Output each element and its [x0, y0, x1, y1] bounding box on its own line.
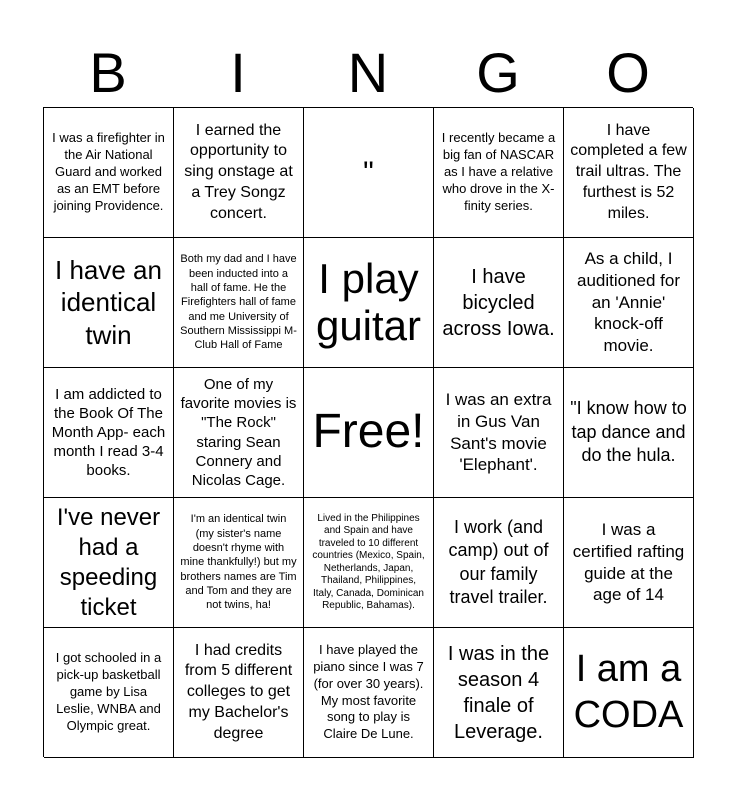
bingo-cell-r5c2[interactable]: I had credits from 5 different colleges to get my Bachelor's degree — [174, 628, 304, 758]
bingo-cell-r4c2[interactable]: I'm an identical twin (my sister's name doesn't rhyme with mine thankfully!) but my brothers names are Tim and Tom and they are not twins, ha! — [174, 498, 304, 628]
header-letter-i: I — [230, 41, 246, 104]
bingo-cell-free[interactable]: Free! — [304, 368, 434, 498]
bingo-cell-r2c4[interactable]: I have bicycled across Iowa. — [434, 238, 564, 368]
bingo-cell-r2c2[interactable]: Both my dad and I have been inducted into a hall of fame. He the Firefighters hall of fame and me University of Southern Mississippi M-Club Hall of Fame — [174, 238, 304, 368]
bingo-cell-r1c2[interactable]: I earned the opportunity to sing onstage at a Trey Songz concert. — [174, 108, 304, 238]
bingo-cell-r1c4[interactable]: I recently became a big fan of NASCAR as I have a relative who drove in the X-finity series. — [434, 108, 564, 238]
bingo-cell-r1c5[interactable]: I have completed a few trail ultras. The furthest is 52 miles. — [564, 108, 694, 238]
bingo-cell-r3c4[interactable]: I was an extra in Gus Van Sant's movie 'Elephant'. — [434, 368, 564, 498]
bingo-cell-r5c1[interactable]: I got schooled in a pick-up basketball game by Lisa Leslie, WNBA and Olympic great. — [44, 628, 174, 758]
bingo-cell-r2c1[interactable]: I have an identical twin — [44, 238, 174, 368]
bingo-cell-r4c4[interactable]: I work (and camp) out of our family travel trailer. — [434, 498, 564, 628]
header-letter-n: N — [347, 41, 389, 104]
bingo-cell-r2c3[interactable]: I play guitar — [304, 238, 434, 368]
bingo-cell-r4c3[interactable]: Lived in the Philippines and Spain and have traveled to 10 different countries (Mexico, Spain, Netherlands, Japan, Thailand, Philippines, Italy, Canada, Dominican Republic, Bahamas). — [304, 498, 434, 628]
bingo-cell-r1c1[interactable]: I was a firefighter in the Air National Guard and worked as an EMT before joining Providence. — [44, 108, 174, 238]
header-letter-b: B — [89, 41, 127, 104]
bingo-cell-r3c2[interactable]: One of my favorite movies is "The Rock" staring Sean Connery and Nicolas Cage. — [174, 368, 304, 498]
bingo-cell-r5c3[interactable]: I have played the piano since I was 7 (for over 30 years). My most favorite song to play is Claire De Lune. — [304, 628, 434, 758]
bingo-grid — [43, 107, 693, 757]
bingo-cell-r2c5[interactable]: As a child, I auditioned for an 'Annie' knock-off movie. — [564, 238, 694, 368]
header-letter-o: O — [606, 41, 650, 104]
bingo-cell-r3c1[interactable]: I am addicted to the Book Of The Month App- each month I read 3-4 books. — [44, 368, 174, 498]
bingo-cell-r3c5[interactable]: "I know how to tap dance and do the hula. — [564, 368, 694, 498]
bingo-cell-r1c3[interactable]: " — [304, 108, 434, 238]
bingo-cell-r4c1[interactable]: I've never had a speeding ticket — [44, 498, 174, 628]
bingo-header — [43, 40, 693, 106]
bingo-cell-r5c4[interactable]: I was in the season 4 finale of Leverage. — [434, 628, 564, 758]
bingo-cell-r4c5[interactable]: I was a certified rafting guide at the age of 14 — [564, 498, 694, 628]
bingo-cell-r5c5[interactable]: I am a CODA — [564, 628, 694, 758]
header-letter-g: G — [476, 41, 520, 104]
